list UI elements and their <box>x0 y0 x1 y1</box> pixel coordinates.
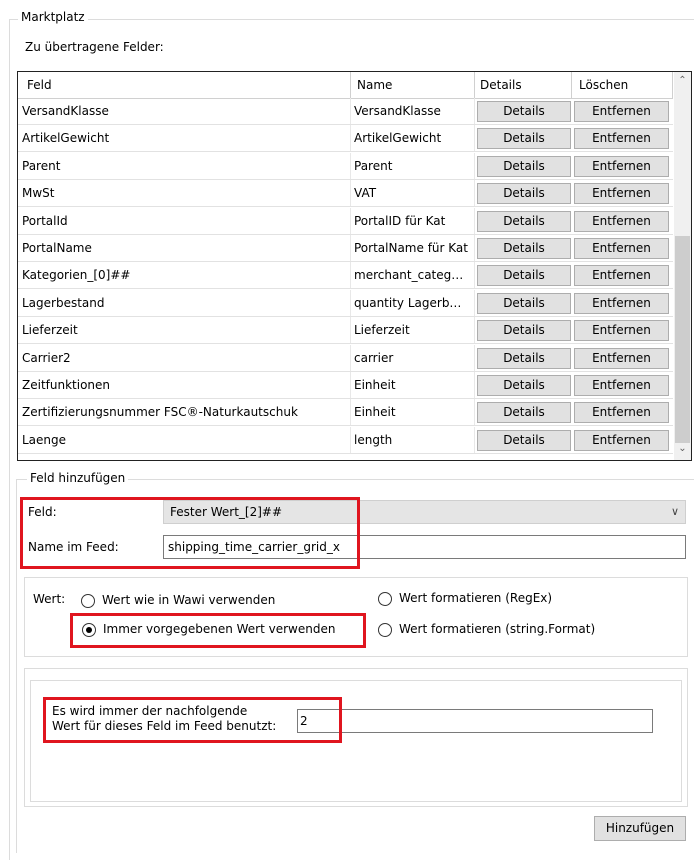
details-button[interactable]: Details <box>477 238 571 259</box>
header-details[interactable]: Details <box>475 72 572 98</box>
fields-label: Zu übertragene Felder: <box>25 40 164 54</box>
details-button[interactable]: Details <box>477 183 571 204</box>
cell-feld: PortalId <box>18 208 351 234</box>
scroll-up-icon[interactable]: ⌃ <box>678 75 687 86</box>
cell-feld: Lieferzeit <box>18 317 351 343</box>
marketplace-legend: Marktplatz <box>18 10 88 24</box>
cell-name: merchant_categ… <box>351 262 475 288</box>
remove-button[interactable]: Entfernen <box>574 320 669 341</box>
radio-string-format[interactable] <box>378 623 392 637</box>
table-row[interactable] <box>18 262 673 289</box>
remove-button[interactable]: Entfernen <box>574 430 669 451</box>
radio-wawi[interactable] <box>81 594 95 608</box>
remove-button[interactable]: Entfernen <box>574 156 669 177</box>
cell-feld: PortalName <box>18 235 351 261</box>
scroll-down-icon[interactable]: ⌄ <box>678 443 687 454</box>
table-header <box>18 72 673 99</box>
details-button[interactable]: Details <box>477 128 571 149</box>
radio-regex-label[interactable]: Wert formatieren (RegEx) <box>399 591 553 605</box>
details-button[interactable]: Details <box>477 430 571 451</box>
radio-string-format-label[interactable]: Wert formatieren (string.Format) <box>399 622 596 636</box>
cell-name: Einheit <box>351 399 475 425</box>
fixed-value-description-2: Wert für dieses Feld im Feed benutzt: <box>52 719 277 733</box>
table-row[interactable] <box>18 98 673 125</box>
cell-name: PortalID für Kat <box>351 208 475 234</box>
remove-button[interactable]: Entfernen <box>574 375 669 396</box>
cell-feld: Carrier2 <box>18 345 351 371</box>
add-field-legend: Feld hinzufügen <box>27 471 128 485</box>
chevron-down-icon[interactable]: ∨ <box>670 505 679 518</box>
cell-feld: Lagerbestand <box>18 290 351 316</box>
cell-name: Einheit <box>351 372 475 398</box>
remove-button[interactable]: Entfernen <box>574 183 669 204</box>
table-row[interactable] <box>18 317 673 344</box>
table-row[interactable] <box>18 399 673 426</box>
vertical-scrollbar[interactable] <box>674 72 691 460</box>
radio-wawi-label[interactable]: Wert wie in Wawi verwenden <box>102 593 276 607</box>
radio-fixed-value-label[interactable]: Immer vorgegebenen Wert verwenden <box>103 622 336 636</box>
cell-name: VersandKlasse <box>351 98 475 124</box>
cell-name: carrier <box>351 345 475 371</box>
remove-button[interactable]: Entfernen <box>574 101 669 122</box>
fixed-value-input[interactable]: 2 <box>297 709 653 733</box>
table-row[interactable] <box>18 153 673 180</box>
cell-feld: Zertifizierungsnummer FSC®-Naturkautschuk <box>18 399 351 425</box>
cell-feld: MwSt <box>18 180 351 206</box>
highlight-feld-box <box>20 497 360 569</box>
remove-button[interactable]: Entfernen <box>574 128 669 149</box>
details-button[interactable]: Details <box>477 293 571 314</box>
cell-name: quantity Lagerb… <box>351 290 475 316</box>
feld-label: Feld: <box>28 505 57 519</box>
table-row[interactable] <box>18 345 673 372</box>
scrollbar-thumb[interactable] <box>675 236 690 443</box>
table-row[interactable] <box>18 427 673 454</box>
cell-name: length <box>351 427 475 453</box>
cell-feld: Zeitfunktionen <box>18 372 351 398</box>
details-button[interactable]: Details <box>477 402 571 423</box>
table-row[interactable] <box>18 180 673 207</box>
table-row[interactable] <box>18 372 673 399</box>
fields-table <box>17 71 692 461</box>
cell-name: VAT <box>351 180 475 206</box>
cell-feld: Parent <box>18 153 351 179</box>
table-row[interactable] <box>18 208 673 235</box>
radio-regex[interactable] <box>378 592 392 606</box>
details-button[interactable]: Details <box>477 320 571 341</box>
details-button[interactable]: Details <box>477 348 571 369</box>
remove-button[interactable]: Entfernen <box>574 348 669 369</box>
add-button[interactable]: Hinzufügen <box>594 816 686 841</box>
details-button[interactable]: Details <box>477 375 571 396</box>
name-im-feed-input[interactable]: shipping_time_carrier_grid_x <box>163 535 686 559</box>
cell-feld: Laenge <box>18 427 351 453</box>
cell-name: Lieferzeit <box>351 317 475 343</box>
cell-feld: ArtikelGewicht <box>18 125 351 151</box>
header-feld[interactable]: Feld <box>18 72 351 98</box>
cell-feld: VersandKlasse <box>18 98 351 124</box>
details-button[interactable]: Details <box>477 101 571 122</box>
remove-button[interactable]: Entfernen <box>574 402 669 423</box>
details-button[interactable]: Details <box>477 265 571 286</box>
header-loeschen[interactable]: Löschen <box>572 72 673 98</box>
cell-name: PortalName für Kat <box>351 235 475 261</box>
header-name[interactable]: Name <box>351 72 475 98</box>
wert-label: Wert: <box>33 592 66 606</box>
table-row[interactable] <box>18 290 673 317</box>
highlight-fixed-value-input <box>43 697 342 743</box>
cell-name: ArtikelGewicht <box>351 125 475 151</box>
remove-button[interactable]: Entfernen <box>574 293 669 314</box>
remove-button[interactable]: Entfernen <box>574 211 669 232</box>
fixed-value-description-1: Es wird immer der nachfolgende <box>52 704 248 718</box>
table-row[interactable] <box>18 235 673 262</box>
remove-button[interactable]: Entfernen <box>574 238 669 259</box>
cell-feld: Kategorien_[0]## <box>18 262 351 288</box>
details-button[interactable]: Details <box>477 156 571 177</box>
table-row[interactable] <box>18 125 673 152</box>
name-im-feed-label: Name im Feed: <box>28 540 119 554</box>
highlight-fixed-value-radio <box>70 613 366 648</box>
cell-name: Parent <box>351 153 475 179</box>
feld-select-value: Fester Wert_[2]## <box>170 505 283 519</box>
remove-button[interactable]: Entfernen <box>574 265 669 286</box>
details-button[interactable]: Details <box>477 211 571 232</box>
